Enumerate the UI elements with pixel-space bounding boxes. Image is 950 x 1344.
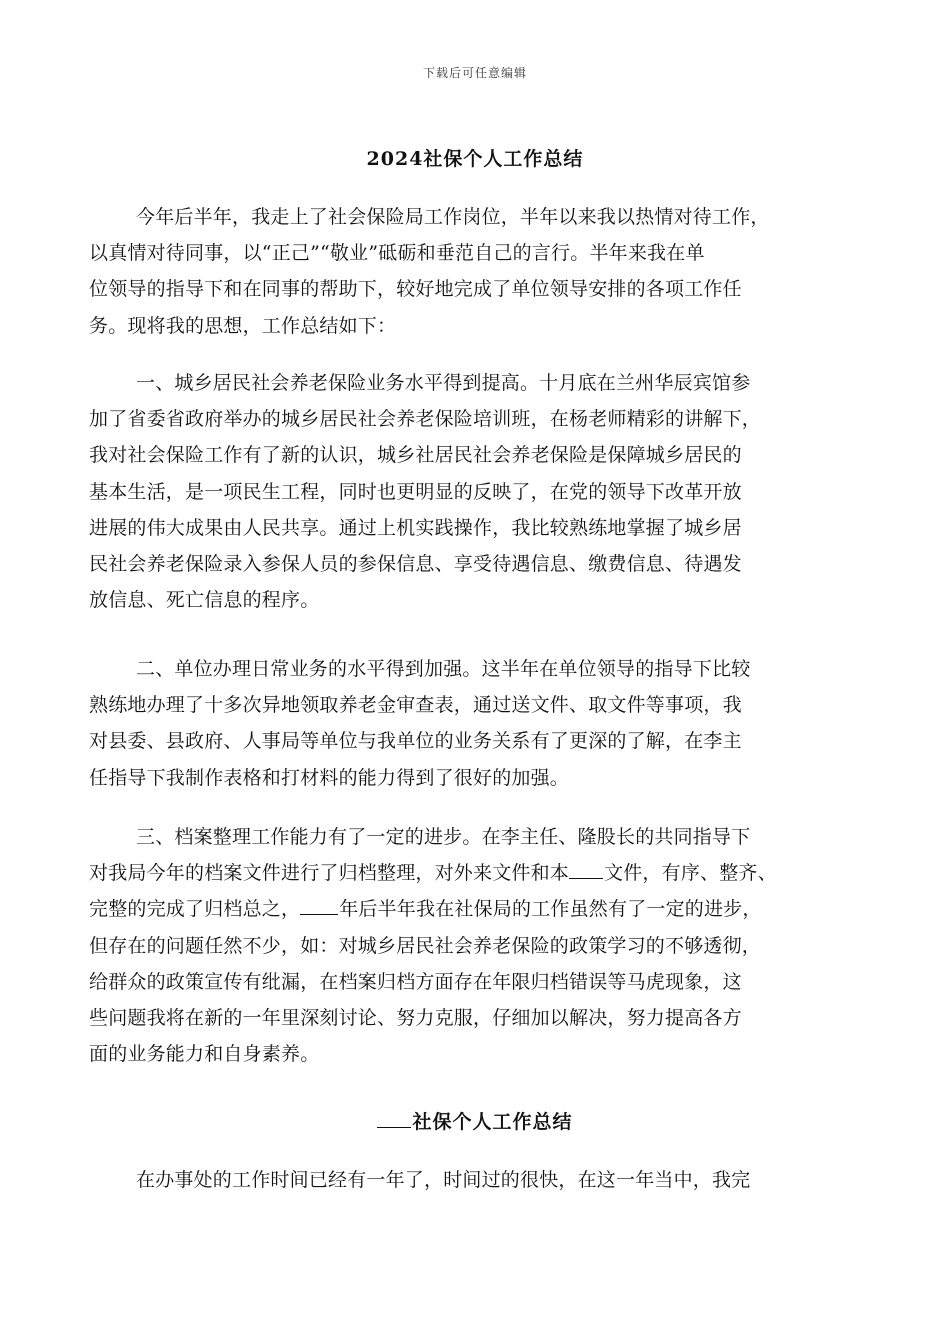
paragraph-section-1: [89, 365, 861, 618]
text-line: 位领导的指导下和在同事的帮助下，较好地完成了单位领导安排的各项工作任: [89, 278, 742, 301]
section-title-text: 社保个人工作总结: [412, 1111, 573, 1133]
section-title: [0, 1107, 950, 1134]
document-title: 2024社保个人工作总结: [366, 148, 584, 170]
text-line: 基本生活，是一项民生工程，同时也更明显的反映了，在党的领导下改革开放: [89, 480, 742, 503]
text-line: 进展的伟大成果由人民共享。通过上机实践操作，我比较熟练地掌握了城乡居: [89, 516, 742, 539]
header-note: 下载后可任意编辑: [422, 66, 527, 80]
text-line: 我对社会保险工作有了新的认识，城乡社居民社会养老保险是保障城乡居民的: [89, 444, 742, 467]
text-fragment: 年后半年我在社保局的工作虽然有了一定的进步，: [339, 898, 762, 921]
text-line: 熟练地办理了十多次异地领取养老金审查表，通过送文件、取文件等事项，我: [89, 694, 742, 717]
text-line: 任指导下我制作表格和打材料的能力得到了很好的加强。: [89, 766, 570, 789]
text-line: [89, 855, 861, 891]
text-line: 对县委、县政府、人事局等单位与我单位的业务关系有了更深的了解，在李主: [89, 730, 742, 753]
blank-underline: [569, 876, 603, 879]
text-line: 加了省委省政府举办的城乡居民社会养老保险培训班，在杨老师精彩的讲解下，: [89, 408, 762, 431]
paragraph-intro: [89, 199, 861, 344]
text-fragment: 对我局今年的档案文件进行了归档整理，对外来文件和本: [89, 862, 570, 885]
text-line: 今年后半年，我走上了社会保险局工作岗位，半年以来我以热情对待工作，: [136, 206, 770, 228]
text-line: 给群众的政策宣传有纰漏，在档案归档方面存在年限归档错误等马虎现象，这: [89, 970, 742, 993]
text-line: 以真情对待同事，以“正己”“敬业”砥砺和垂范自己的言行。半年来我在单: [89, 242, 705, 265]
paragraph-second-summary: [89, 1162, 861, 1198]
blank-underline: [377, 1125, 411, 1128]
text-line: 三、档案整理工作能力有了一定的进步。在李主任、隆股长的共同指导下: [136, 826, 751, 848]
text-line: 二、单位办理日常业务的水平得到加强。这半年在单位领导的指导下比较: [136, 658, 751, 680]
text-line: 务。现将我的思想，工作总结如下：: [89, 314, 397, 337]
text-line: 面的业务能力和自身素养。: [89, 1043, 320, 1066]
text-line: 民社会养老保险录入参保人员的参保信息、享受待遇信息、缴费信息、待遇发: [89, 552, 742, 575]
text-fragment: 完整的完成了归档总之，: [89, 898, 301, 921]
blank-underline: [300, 912, 338, 915]
text-line: 些问题我将在新的一年里深刻讨论、努力克服，仔细加以解决，努力提高各方: [89, 1006, 742, 1029]
text-line: 但存在的问题任然不少，如：对城乡居民社会养老保险的政策学习的不够透彻，: [89, 934, 762, 957]
paragraph-section-3: [89, 819, 861, 1072]
text-line: 在办事处的工作时间已经有一年了，时间过的很快，在这一年当中，我完: [136, 1169, 751, 1191]
text-line: [89, 891, 861, 927]
text-fragment: 文件，有序、整齐、: [604, 862, 777, 885]
text-line: 放信息、死亡信息的程序。: [89, 589, 320, 612]
paragraph-section-2: [89, 651, 861, 796]
text-line: 一、城乡居民社会养老保险业务水平得到提高。十月底在兰州华辰宾馆参: [136, 372, 751, 394]
